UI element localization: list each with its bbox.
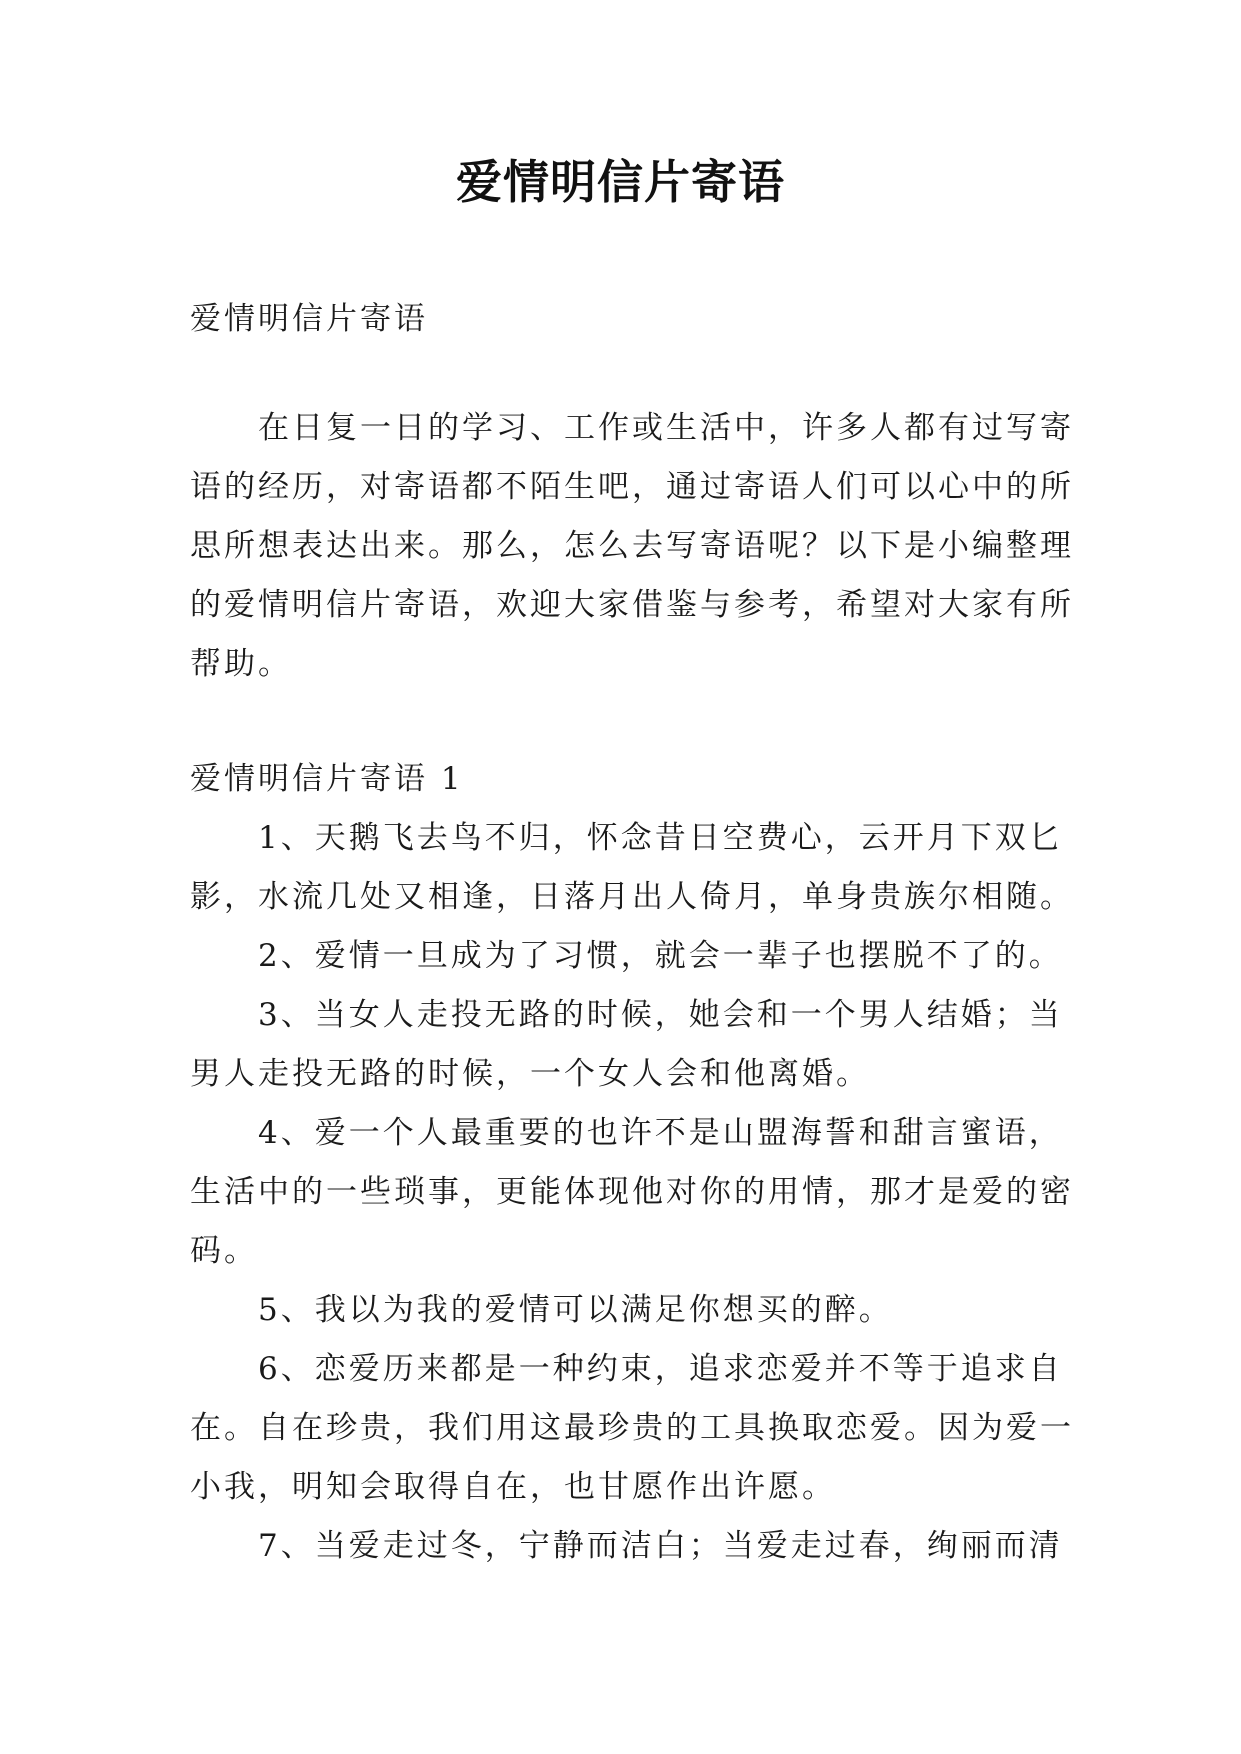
item-line: 2、爱情一旦成为了习惯，就会一辈子也摆脱不了的。 xyxy=(258,938,1063,974)
item-line: 影，水流几处又相逢，日落月出人倚月，单身贵族尔相随。 xyxy=(190,879,1074,915)
item-line: 小我，明知会取得自在，也甘愿作出许愿。 xyxy=(190,1469,836,1505)
list-item xyxy=(190,1340,1074,1517)
list-item xyxy=(190,927,1063,986)
list-item xyxy=(190,1104,1074,1281)
item-line: 5、我以为我的爱情可以满足你想买的醉。 xyxy=(258,1292,893,1328)
item-line: 3、当女人走投无路的时候，她会和一个男人结婚；当 xyxy=(258,997,1063,1033)
list-item xyxy=(190,1517,1063,1576)
item-line: 生活中的一些琐事，更能体现他对你的用情，那才是爱的密 xyxy=(190,1174,1074,1210)
item-line: 7、当爱走过冬，宁静而洁白；当爱走过春，绚丽而清 xyxy=(258,1528,1063,1564)
intro-line: 思所想表达出来。那么，怎么去写寄语呢？以下是小编整理 xyxy=(190,528,1074,564)
spacer xyxy=(190,694,1050,750)
document-body xyxy=(190,290,1074,1576)
spacer xyxy=(190,349,1050,399)
list-item xyxy=(190,986,1063,1104)
intro-line: 在日复一日的学习、工作或生活中，许多人都有过写寄 xyxy=(258,410,1074,446)
intro-paragraph xyxy=(190,399,1074,694)
section-heading: 爱情明信片寄语 1 xyxy=(190,761,464,797)
item-line: 1、天鹅飞去鸟不归，怀念昔日空费心，云开月下双匕 xyxy=(258,820,1063,856)
intro-line: 的爱情明信片寄语，欢迎大家借鉴与参考，希望对大家有所 xyxy=(190,587,1074,623)
item-line: 4、爱一个人最重要的也许不是山盟海誓和甜言蜜语， xyxy=(258,1115,1063,1151)
intro-line: 语的经历，对寄语都不陌生吧，通过寄语人们可以心中的所 xyxy=(190,469,1074,505)
list-item xyxy=(190,809,1074,927)
item-line: 6、恋爱历来都是一种约束，追求恋爱并不等于追求自 xyxy=(258,1351,1063,1387)
intro-line: 帮助。 xyxy=(190,646,292,682)
list-item xyxy=(190,1281,1050,1340)
item-line: 码。 xyxy=(190,1233,258,1269)
item-line: 男人走投无路的时候，一个女人会和他离婚。 xyxy=(190,1056,870,1092)
subtitle: 爱情明信片寄语 xyxy=(190,301,428,337)
document-title: 爱情明信片寄语 xyxy=(456,155,785,209)
item-line: 在。自在珍贵，我们用这最珍贵的工具换取恋爱。因为爱一 xyxy=(190,1410,1074,1446)
